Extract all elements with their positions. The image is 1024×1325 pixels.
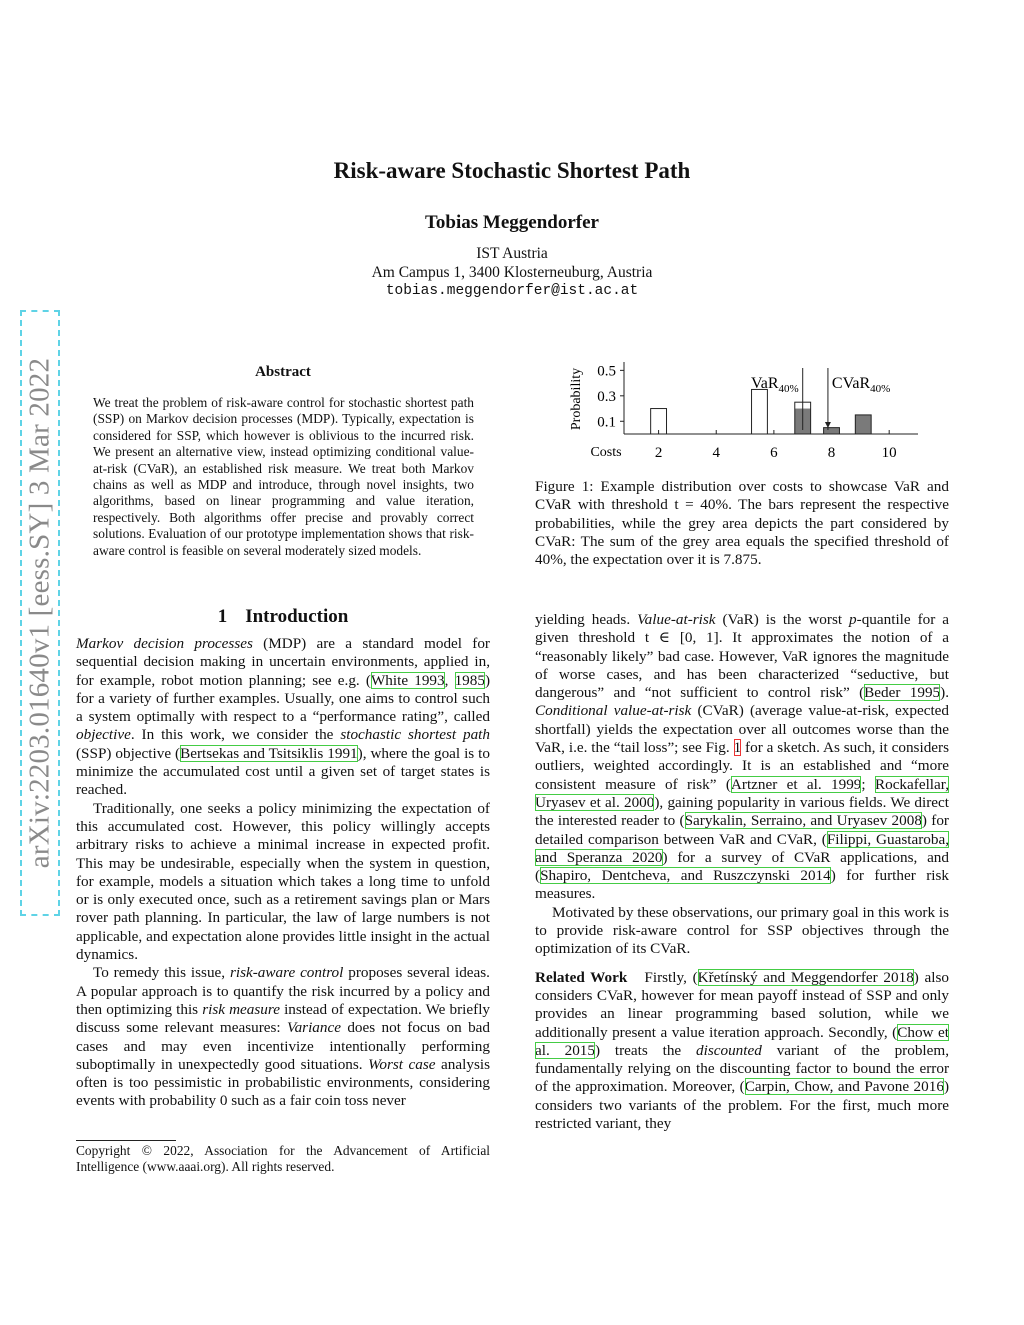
var-annotation: VaR$_{40\%}$ xyxy=(750,375,799,395)
y-tick-label: 0.1 xyxy=(597,414,616,431)
cvar-arrow-head xyxy=(825,422,831,428)
citation-sarykalin[interactable]: Sarykalin, Serraino, and Uryasev 2008 xyxy=(684,812,922,830)
affiliation-address: Am Campus 1, 3400 Klosterneuburg, Austria xyxy=(371,264,653,281)
citation-white[interactable]: White 1993 xyxy=(370,671,445,689)
intro-paragraph-2: Traditionally, one seeks a policy minimizing the expectation of this accumulated cost. However, this policy willingly accepts arbitrary risks to achieve a minimal increase in expected profit. This may be undesirable, especially when the system in question, for example, models a situation which takes a long time to unfold or is only executed once, such as a retirement savings plan or Mars rover path planning. In particular, the law of large numbers is not applicable, and expectation alone provides little insight in the actual dynamics. xyxy=(76,799,490,964)
x-tick-label: 8 xyxy=(827,445,836,461)
affiliation xyxy=(0,244,1024,301)
section-number: 1 xyxy=(217,606,228,627)
copyright-footnote: Copyright © 2022, Association for the Advancement of Artificial Intelligence (www.aaai.org). All rights reserved. xyxy=(76,1143,490,1175)
citation-rockafellar[interactable]: Rockafellar, Uryasev et al. 2000 xyxy=(535,775,949,811)
paper-title: Risk-aware Stochastic Shortest Path xyxy=(333,158,691,183)
section-title: Introduction xyxy=(245,606,349,627)
x-tick-label: 6 xyxy=(770,445,778,461)
arxiv-stamp[interactable] xyxy=(20,310,60,916)
citation-carpin[interactable]: Carpin, Chow, and Pavone 2016 xyxy=(744,1078,944,1096)
figure-reference[interactable]: 1 xyxy=(733,739,742,757)
citation-chow[interactable]: Chow et al. 2015 xyxy=(535,1023,949,1059)
right-column-body xyxy=(535,611,949,1133)
citation-artzner[interactable]: Artzner et al. 1999 xyxy=(730,775,862,793)
left-column-body xyxy=(76,635,490,1111)
citation-shapiro[interactable]: Shapiro, Dentcheva, and Ruszczynski 2014 xyxy=(540,867,831,885)
abstract-heading: Abstract xyxy=(255,364,311,380)
cvar-area xyxy=(824,428,840,434)
intro-paragraph-3: To remedy this issue, risk-aware control proposes several ideas. A popular approach is to quantify the risk incurred by a policy and then optimizing this risk measure instead of expectation. We briefly discuss some relevant measures: Variance does not focus on bad cases and may even incentivize intentionally performing suboptimally in unexpectedly good situations. Worst case analysis often is too pessimistic in probabilistic environments, considering events with probability 0 such as a fair coin toss never xyxy=(76,964,491,1110)
figure-1-chart xyxy=(560,356,960,468)
arxiv-stamp-text: arXiv:2203.01640v1 [eess.SY] 3 Mar 2022 xyxy=(23,357,56,869)
x-tick-label: 2 xyxy=(654,445,663,461)
intro-paragraph-1: Markov decision processes (MDP) are a standard model for sequential decision making in uncertain environments, applied in, for example, robot motion planning; see e.g. (White 1993, 1985) for a variety of further examples. Usually, one aims to control such a system optimally with respect to a “performance rating”, called objective. In this work, we consider the stochastic shortest path (SSP) objective (Bertsekas and Tsitsiklis 1991), where the goal is to minimize the accumulated cost until a given set of target states is reached. xyxy=(76,635,491,799)
related-work-paragraph: Related Work Firstly, (Křetínský and Meggendorfer 2018) also considers CVaR, however for mean payoff instead of SSP and only provides an linear programming based solution, while we additionally present a value iteration approach. Secondly, (Chow et al. 2015) treats the discounted variant of the problem, fundamentally relying on the discounting factor to bound the error of the approximation. Moreover, (Carpin, Chow, and Pavone 2016) considers two variants of the problem. For the first, much more restricted variant, they xyxy=(535,968,950,1133)
cvar-annotation: CVaR$_{40\%}$ xyxy=(831,375,891,395)
cost-distribution-chart xyxy=(560,356,960,468)
x-axis-label: Costs xyxy=(590,445,622,460)
y-tick-label: 0.3 xyxy=(597,388,616,405)
x-tick-label: 10 xyxy=(881,445,897,461)
section-heading xyxy=(76,606,490,628)
citation-filippi[interactable]: Filippi, Guastaroba, and Speranza 2020 xyxy=(535,830,949,866)
cvar-area xyxy=(855,415,871,434)
author-name: Tobias Meggendorfer xyxy=(425,212,599,233)
figure-1-caption: Figure 1: Example distribution over costs to showcase VaR and CVaR with threshold t = 40%. The bars represent the respective probabilities, while the grey area depicts the part considered by CVaR: The sum of the grey area equals the specified threshold of 40%, the expectation over it is 7.875. xyxy=(535,478,949,569)
intro-paragraph-4: yielding heads. Value-at-risk (VaR) is the worst p-quantile for a given threshold t ∈ [0, 1]. It approximates the notion of a “reasonably likely” bad case. However, VaR ignores the magnitude of worse cases, and has been characterized “seductive, but dangerous” and “not sufficient to control risk” (Beder 1995). Conditional value-at-risk (CVaR) (average value-at-risk, expected shortfall) yields the expectation over all outcomes worse than the VaR, i.e. the “tail loss”; see Fig. 1 for a sketch. As such, it considers outliers, weighted accordingly. It is an established and “more consistent measure of risk” (Artzner et al. 1999; Rockafellar, Uryasev et al. 2000), gaining popularity in various fields. We direct the interested reader to (Sarykalin, Serraino, and Uryasev 2008) for detailed comparison between VaR and CVaR, (Filippi, Guastaroba, and Speranza 2020) for a survey of CVaR applications, and (Shapiro, Dentcheva, and Ruszczynski 2014) for further risk measures. xyxy=(535,611,949,903)
footnote-rule xyxy=(76,1140,176,1141)
citation-bertsekas[interactable]: Bertsekas and Tsitsiklis 1991 xyxy=(180,744,358,762)
y-tick-label: 0.5 xyxy=(597,363,616,380)
x-tick-label: 4 xyxy=(712,445,720,461)
y-axis-label: Probability xyxy=(569,367,584,431)
abstract-text: We treat the problem of risk-aware control for stochastic shortest path (SSP) on Markov decision processes (MDP). Typically, expectation is considered for SSP, which however is oblivious to the incurred risk. We present an alternative view, instead optimizing conditional value-at-risk (CVaR), an established risk measure. We treat both Markov chains as well as MDP and introduce, through novel insights, two algorithms, based on linear programming and value iteration, respectively. Both algorithms offer precise and provably correct solutions. Evaluation of our prototype implementation shows that risk-aware control is feasible on several moderately sized models. xyxy=(93,395,474,558)
author-email[interactable]: tobias.meggendorfer@ist.ac.at xyxy=(385,283,639,299)
citation-white-1985[interactable]: 1985 xyxy=(454,671,485,689)
intro-paragraph-5: Motivated by these observations, our primary goal in this work is to provide risk-aware control for SSP objectives through the optimization of its CVaR. xyxy=(535,903,949,958)
citation-kretinsky[interactable]: Křetínský and Meggendorfer 2018 xyxy=(697,968,914,986)
citation-beder[interactable]: Beder 1995 xyxy=(864,684,941,702)
affiliation-institution: IST Austria xyxy=(476,245,548,262)
probability-bar xyxy=(752,389,768,434)
